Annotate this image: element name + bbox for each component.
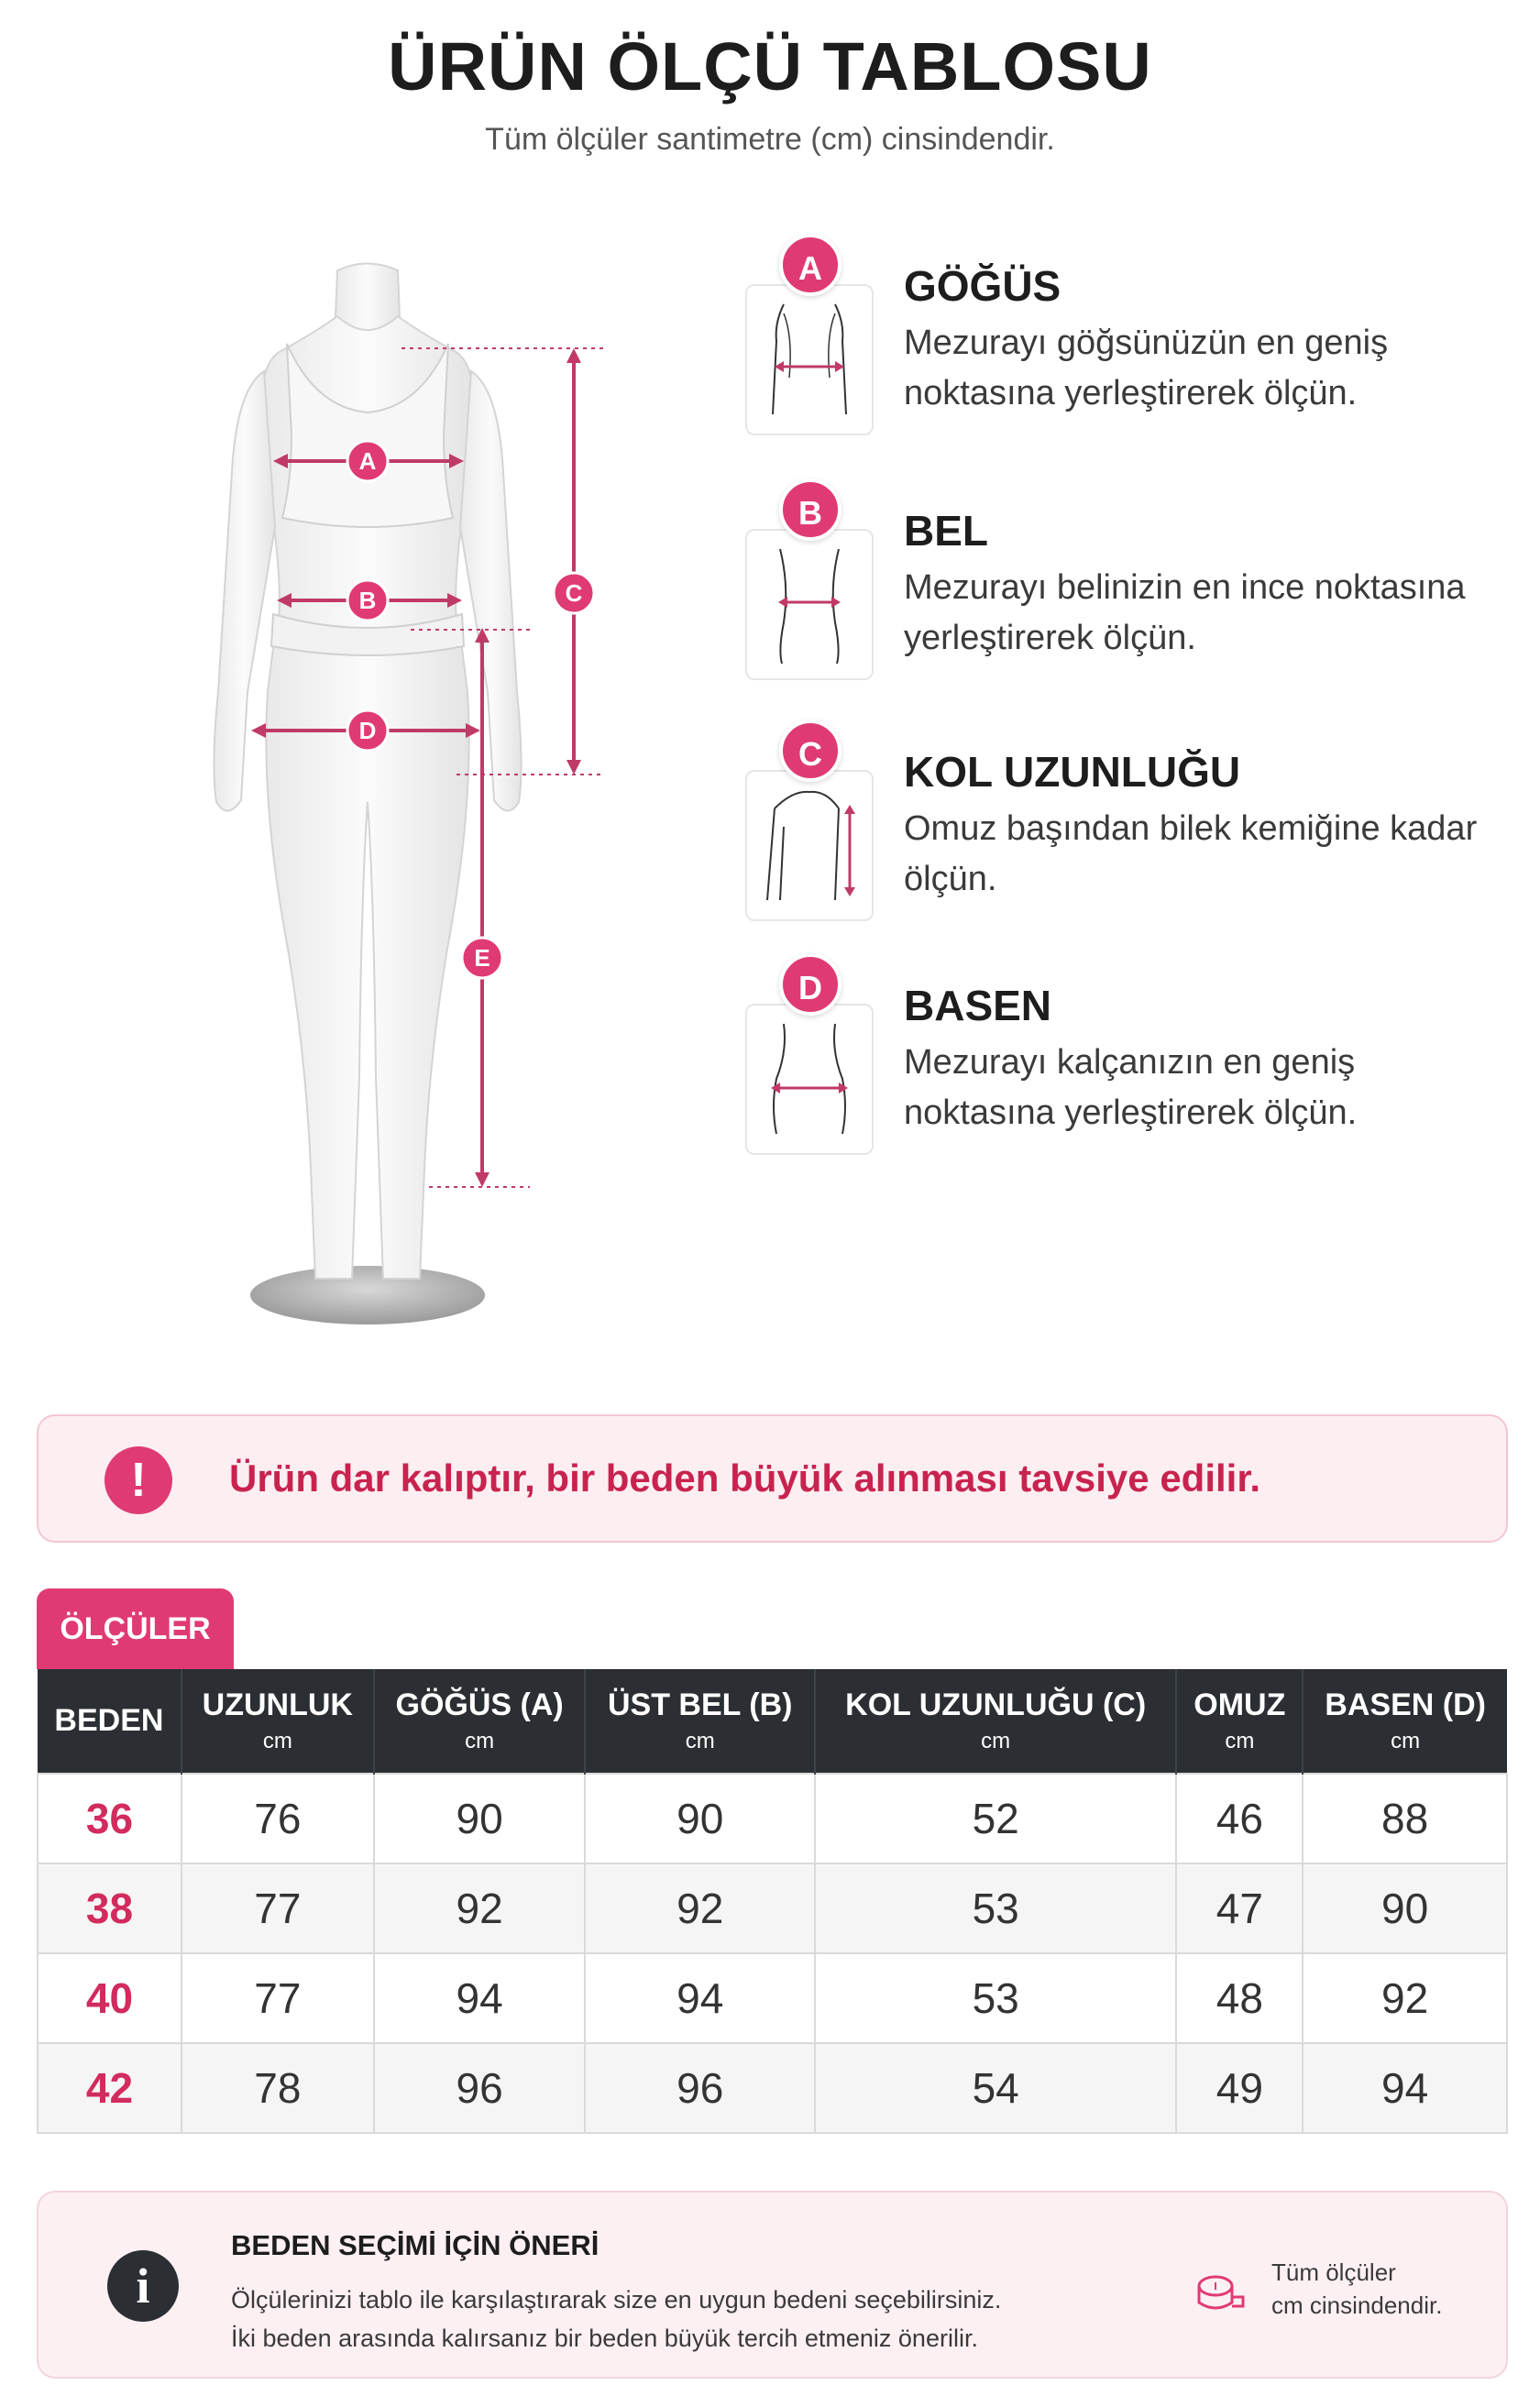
letter-badge: B <box>779 478 842 541</box>
table-cell: 94 <box>585 1953 814 2043</box>
table-cell: 94 <box>374 1953 586 2043</box>
measuring-tape-icon <box>1192 2266 1247 2321</box>
side-note-line: Tüm ölçüler <box>1271 2259 1396 2286</box>
guide-item-hip <box>741 953 1502 1178</box>
table-cell: 53 <box>815 1953 1176 2043</box>
table-cell: 90 <box>585 1774 814 1863</box>
chest-measure-icon <box>745 284 874 435</box>
table-row <box>38 1953 1507 2043</box>
header-hip: BASEN (D) cm <box>1303 1669 1507 1774</box>
table-cell: 53 <box>815 1863 1176 1953</box>
table-cell: 92 <box>585 1863 814 1953</box>
table-cell: 78 <box>182 2043 374 2133</box>
mannequin-figure <box>108 252 623 1338</box>
size-cell: 42 <box>38 2043 182 2133</box>
letter-badge: D <box>779 953 842 1016</box>
hip-measure-icon <box>745 1004 874 1155</box>
guide-item-chest <box>741 234 1502 458</box>
table-cell: 90 <box>374 1774 586 1863</box>
note-line: Ölçülerinizi tablo ile karşılaştırarak size en uygun bedeni seçebilirsiniz. <box>231 2286 1002 2314</box>
size-cell: 38 <box>38 1863 182 1953</box>
svg-text:D: D <box>358 717 377 744</box>
marker-c <box>554 573 594 613</box>
table-cell: 47 <box>1176 1863 1303 1953</box>
table-cell: 88 <box>1303 1774 1507 1863</box>
guide-title: KOL UZUNLUĞU <box>904 748 1241 796</box>
table-cell: 49 <box>1176 2043 1303 2133</box>
fit-warning-banner <box>37 1414 1508 1543</box>
mannequin-illustration <box>108 252 623 1338</box>
header-size: BEDEN <box>38 1669 182 1774</box>
guide-title: BASEN <box>904 982 1052 1029</box>
table-cell: 77 <box>182 1863 374 1953</box>
guide-desc: Mezurayı belinizin en ince noktasına yerleştirerek ölçün. <box>904 568 1466 657</box>
info-icon: i <box>107 2250 179 2322</box>
table-cell: 96 <box>585 2043 814 2133</box>
table-header-row <box>38 1669 1507 1774</box>
side-note-line: cm cinsindendir. <box>1271 2292 1443 2319</box>
table-cell: 92 <box>1303 1953 1507 2043</box>
guide-desc: Omuz başından bilek kemiğine kadar ölçün. <box>904 809 1478 898</box>
table-cell: 46 <box>1176 1774 1303 1863</box>
letter-badge: A <box>779 234 842 296</box>
page-subtitle: Tüm ölçüler santimetre (cm) cinsindendir. <box>485 122 1055 157</box>
size-cell: 36 <box>38 1774 182 1863</box>
letter-badge: C <box>779 720 842 782</box>
table-cell: 48 <box>1176 1953 1303 2043</box>
exclamation-icon: ! <box>104 1446 172 1514</box>
header <box>0 27 1540 158</box>
header-upper-waist: ÜST BEL (B) cm <box>585 1669 814 1774</box>
table-cell: 94 <box>1303 2043 1507 2133</box>
sleeve-measure-icon <box>745 770 874 921</box>
table-row <box>38 1774 1507 1863</box>
table-cell: 92 <box>374 1863 586 1953</box>
table-cell: 52 <box>815 1774 1176 1863</box>
size-recommendation-note <box>37 2191 1508 2379</box>
marker-a <box>347 441 388 481</box>
size-cell: 40 <box>38 1953 182 2043</box>
size-table <box>37 1669 1508 2134</box>
page-title: ÜRÜN ÖLÇÜ TABLOSU <box>388 28 1152 104</box>
guide-title: BEL <box>904 507 988 555</box>
header-shoulder: OMUZ cm <box>1176 1669 1303 1774</box>
svg-text:E: E <box>474 944 490 972</box>
guide-desc: Mezurayı göğsünüzün en geniş noktasına yerleştirerek ölçün. <box>904 324 1389 412</box>
marker-b <box>347 580 388 621</box>
table-tab-label: ÖLÇÜLER <box>37 1588 234 1669</box>
table-row <box>38 2043 1507 2133</box>
table-cell: 96 <box>374 2043 586 2133</box>
header-sleeve-length: KOL UZUNLUĞU (C) cm <box>815 1669 1176 1774</box>
note-title: BEDEN SEÇİMİ İÇİN ÖNERİ <box>231 2229 600 2261</box>
header-length: UZUNLUK cm <box>182 1669 374 1774</box>
svg-text:C: C <box>565 579 583 607</box>
note-line: İki beden arasında kalırsanız bir beden büyük tercih etmeniz önerilir. <box>231 2325 978 2352</box>
marker-d <box>347 710 388 751</box>
stand-base <box>250 1266 485 1324</box>
guide-item-sleeve <box>741 720 1502 944</box>
marker-e <box>462 938 502 978</box>
table-cell: 90 <box>1303 1863 1507 1953</box>
table-cell: 54 <box>815 2043 1176 2133</box>
header-chest: GÖĞÜS (A) cm <box>374 1669 586 1774</box>
table-cell: 76 <box>182 1774 374 1863</box>
table-cell: 77 <box>182 1953 374 2043</box>
waist-measure-icon <box>745 529 874 680</box>
svg-text:A: A <box>358 447 377 475</box>
guide-title: GÖĞÜS <box>904 262 1062 310</box>
table-row <box>38 1863 1507 1953</box>
svg-text:B: B <box>358 587 377 614</box>
warning-text: Ürün dar kalıptır, bir beden büyük alınması tavsiye edilir. <box>229 1456 1261 1500</box>
guide-item-waist <box>741 478 1502 703</box>
guide-desc: Mezurayı kalçanızın en geniş noktasına yerleştirerek ölçün. <box>904 1043 1358 1132</box>
